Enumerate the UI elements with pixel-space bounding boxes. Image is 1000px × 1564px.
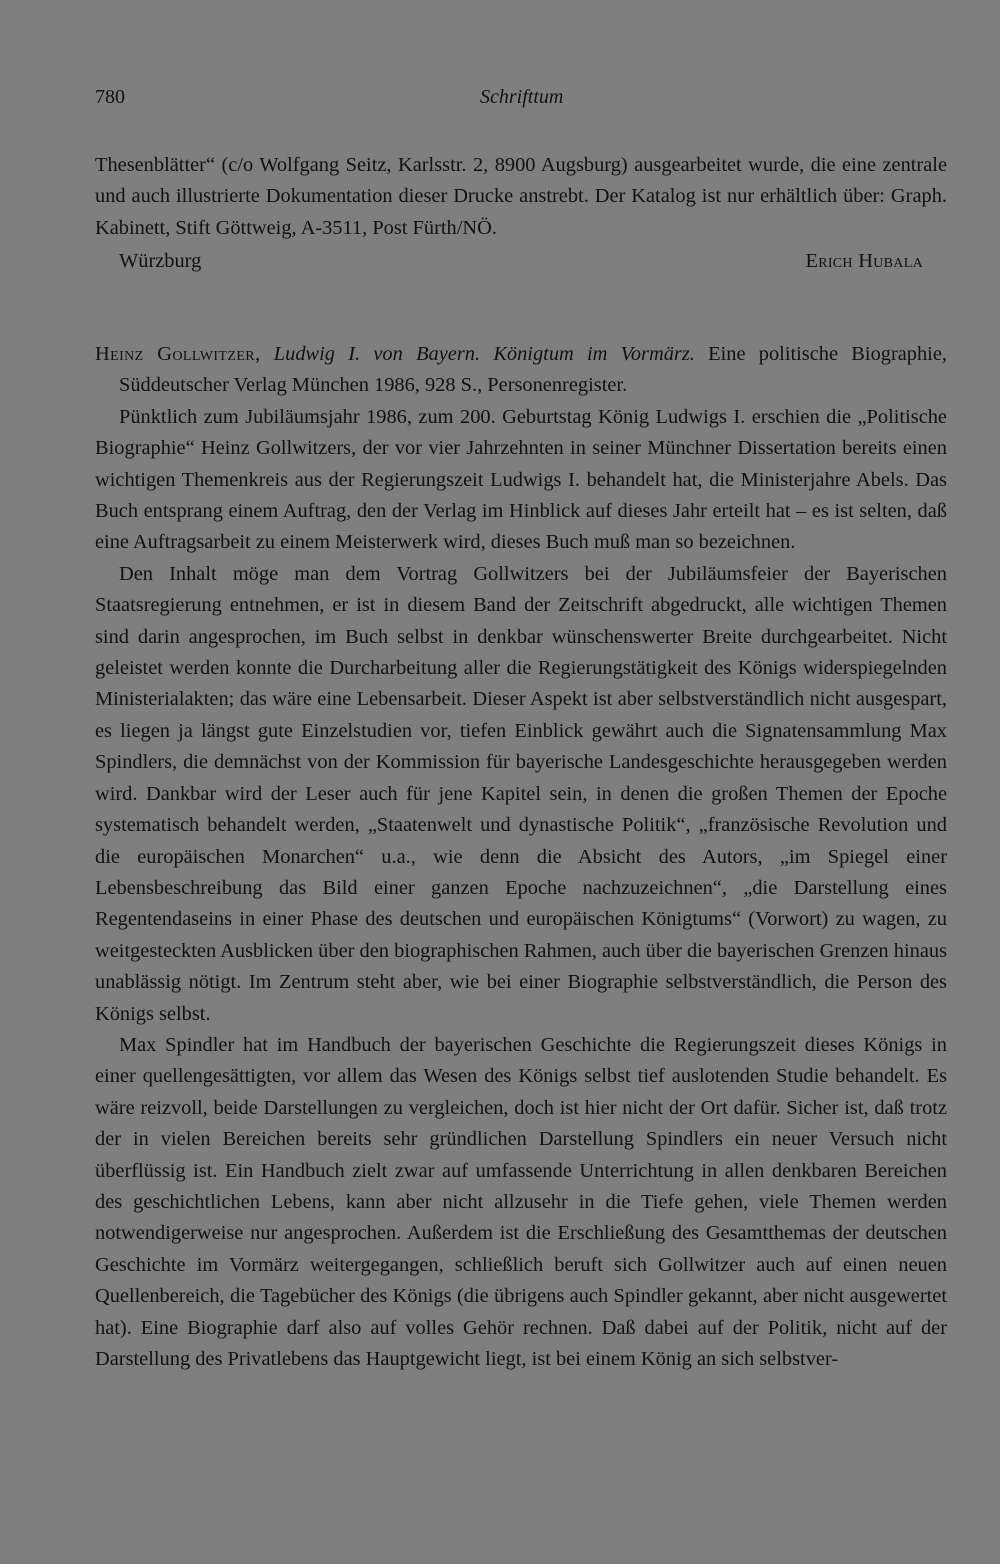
page-number: 780 [95, 86, 125, 108]
review-bibliographic-heading [95, 339, 947, 402]
review-paragraph: Pünktlich zum Jubiläumsjahr 1986, zum 200. Geburtstag König Ludwigs I. erschien die „Politische Biographie“ Heinz Gollwitzers, der vor vier Jahrzehnten in seiner Münchner Dissertation bereits einen wichtigen Themenkreis aus der Regierungszeit Ludwigs I. behandelt hat, die Ministerjahre Abels. Das Buch entsprang einem Auftrag, den der Verlag im Hinblick auf dieses Jahr erteilt hat – es ist selten, daß eine Auftragsarbeit zu einem Meisterwerk wird, dieses Buch muß man so bezeichnen. [95, 405, 947, 554]
reviewed-details: Eine politische Biographie, Süddeutscher Verlag München 1986, 928 S., Personenregister. [119, 343, 947, 397]
reviewed-author: Heinz Gollwitzer, [95, 343, 261, 365]
previous-review-signature [95, 250, 947, 282]
previous-review-text: Thesenblätter“ (c/o Wolfgang Seitz, Karlsstr. 2, 8900 Augsburg) ausgearbeitet wurde, die eine zentrale und auch illustrierte Dokumentation dieser Drucke anstrebt. Der Katalog ist nur erhältlich über: Graph. Kabinett, Stift Göttweig, A-3511, Post Fürth/NÖ. [95, 154, 947, 239]
review-paragraph: Max Spindler hat im Handbuch der bayerischen Geschichte die Regierungszeit dieses Königs in einer quellengesättigten, vor allem das Wesen des Königs selbst tief auslotenden Studie behandelt. Es wäre reizvoll, beide Darstellungen zu vergleichen, doch ist hier nicht der Ort dafür. Sicher ist, daß trotz der in vielen Bereichen bereits sehr gründlichen Darstellung Spindlers ein neuer Versuch nicht überflüssig ist. Ein Handbuch zielt zwar auf umfassende Unterrichtung in allen denkbaren Bereichen des geschichtlichen Lebens, kann aber nicht allzusehr in die Tiefe gehen, viele Themen werden notwendigerweise nur angesprochen. Außerdem ist die Erschließung des Gesamtthemas der deutschen Geschichte im Vormärz weitergegangen, schließlich beruft sich Gollwitzer auch auf einen neuen Quellenbereich, die Tagebücher des Königs (die übrigens auch Spindler gekannt, aber nicht ausgewertet hat). Eine Biographie darf also auf volles Gehör rechnen. Daß dabei auf der Politik, nicht auf der Darstellung des Privatlebens das Hauptgewicht liegt, ist bei einem König an sich selbstver- [95, 1033, 947, 1370]
page-header [95, 86, 947, 116]
running-head: Schrifttum [480, 86, 564, 108]
previous-review-ending [95, 150, 947, 244]
review-paragraph: Den Inhalt möge man dem Vortrag Gollwitzers bei der Jubiläumsfeier der Bayerischen Staatsregierung entnehmen, er ist in diesem Band der Zeitschrift abgedruckt, alle wichtigen Themen sind darin angesprochen, im Buch selbst in denkbar wünschenswerter Breite durchgearbeitet. Nicht geleistet werden konnte die Durcharbeitung aller die Regierungstätigkeit des Königs widerspiegelnden Ministerialakten; das wäre eine Lebensarbeit. Dieser Aspekt ist aber selbstverständlich nicht ausgespart, es liegen ja längst gute Einzelstudien vor, tiefen Einblick gewährt auch die Signatensammlung Max Spindlers, die demnächst von der Kommission für bayerische Landesgeschichte herausgegeben werden wird. Dankbar wird der Leser auch für jene Kapitel sein, in denen die großen Themen der Epoche systematisch behandelt werden, „Staatenwelt und dynastische Politik“, „französische Revolution und die europäischen Monarchen“ u.a., wie denn die Absicht des Autors, „im Spiegel einer Lebensbeschreibung das Bild einer ganzen Epoche nachzuzeichnen“, „die Darstellung eines Regentendaseins in einer Phase des deutschen und europäischen Königtums“ (Vorwort) zu wagen, zu weitgesteckten Ausblicken über den biographischen Rahmen, auch über die bayerischen Grenzen hinaus unablässig nötigt. Im Zentrum steht aber, wie bei einer Biographie selbstverständlich, die Person des Königs selbst. [95, 562, 947, 1025]
review [95, 339, 947, 1375]
reviewed-title: Ludwig I. von Bayern. Königtum im Vormärz. [273, 343, 695, 365]
signature-place: Würzburg [119, 250, 202, 272]
signature-author: Erich Hubala [805, 250, 923, 272]
